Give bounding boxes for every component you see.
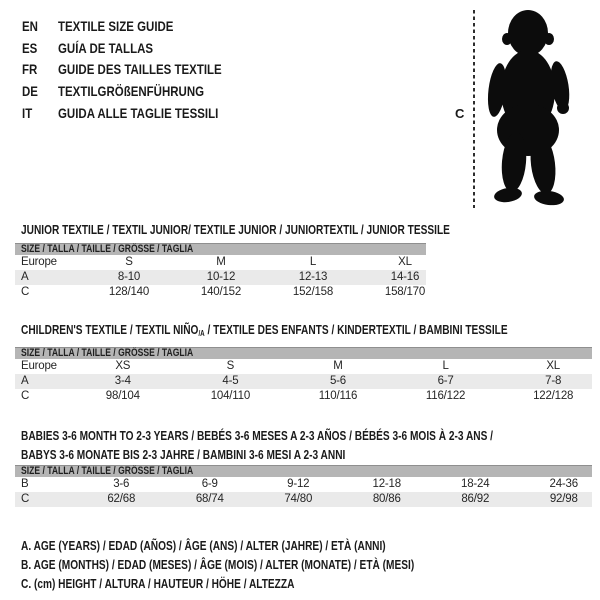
height-value: 62/68 (107, 493, 136, 505)
table-row-age (15, 270, 426, 285)
age-value: 10-12 (206, 271, 236, 283)
row-label: Europe (21, 360, 57, 372)
size-value: M (333, 360, 343, 372)
table-row-height (15, 492, 592, 507)
age-value: 14-16 (390, 271, 420, 283)
language-row (22, 38, 258, 60)
table-row-europe (15, 255, 426, 270)
age-value: 24-36 (549, 478, 578, 490)
baby-silhouette-icon (479, 6, 575, 208)
language-guide-title: TEXTILGRÖßENFÜHRUNG (58, 83, 205, 100)
size-value: XS (115, 360, 131, 372)
footnote-a: A. AGE (YEARS) / EDAD (AÑOS) / ÂGE (ANS) / ALTER (JAHRE) / ETÀ (ANNI) (21, 538, 386, 553)
size-value: XL (546, 360, 560, 372)
age-value: 3-6 (113, 478, 130, 490)
age-value: 12-18 (372, 478, 401, 490)
age-value: 6-9 (201, 478, 218, 490)
size-value: L (309, 256, 317, 268)
height-value: 68/74 (195, 493, 224, 505)
age-value: 18-24 (461, 478, 490, 490)
language-row (22, 16, 258, 38)
table-row-height (15, 389, 592, 404)
size-header-bar: SIZE / TALLA / TAILLE / GRÖSSE / TAGLIA (15, 465, 592, 477)
language-code: DE (22, 83, 38, 100)
age-value: 4-5 (222, 375, 239, 387)
language-code: EN (22, 18, 38, 34)
height-marker-label: C (455, 106, 465, 121)
height-value: 92/98 (549, 493, 578, 505)
language-guide-title: TEXTILE SIZE GUIDE (58, 18, 174, 34)
language-row (22, 81, 258, 103)
age-value: 8-10 (117, 271, 141, 283)
height-value: 110/116 (318, 390, 358, 402)
table-row-europe (15, 359, 592, 374)
height-dashed-line (473, 10, 475, 208)
row-label: C (21, 390, 30, 402)
row-label: A (21, 271, 29, 283)
table-row-age (15, 374, 592, 389)
language-row (22, 59, 258, 81)
table-row-months (15, 477, 592, 492)
language-code: IT (22, 104, 33, 121)
row-label: Europe (21, 256, 57, 268)
language-code: ES (22, 39, 38, 56)
height-value: 98/104 (105, 390, 140, 402)
height-value: 152/158 (292, 286, 334, 298)
height-value: 122/128 (533, 390, 574, 402)
language-row (22, 103, 258, 125)
height-value: 86/92 (461, 493, 490, 505)
junior-section-title: JUNIOR TEXTILE / TEXTIL JUNIOR/ TEXTILE JUNIOR / JUNIORTEXTIL / JUNIOR TESSILE (21, 222, 450, 237)
footnote-legend (21, 536, 525, 593)
size-value: S (226, 360, 235, 372)
junior-size-table (15, 243, 426, 300)
height-value: 140/152 (200, 286, 242, 298)
height-value: 104/110 (210, 390, 251, 402)
footnote-c: C. (cm) HEIGHT / ALTURA / HAUTEUR / HÖHE / ALTEZZA (21, 576, 295, 591)
babies-size-table (15, 465, 592, 507)
size-header-bar: SIZE / TALLA / TAILLE / GRÖSSE / TAGLIA (15, 243, 426, 255)
babies-section-title: BABIES 3-6 MONTH TO 2-3 YEARS / BEBÉS 3-6 MESES A 2-3 AÑOS / BÉBÉS 3-6 MOIS À 2-3 ANS / BABYS 3-6 MONATE BIS 2-3 JAHRE / BAMBINI 3-6 MESI A 2-3 ANNI (21, 428, 493, 462)
language-title-list (22, 16, 258, 125)
height-value: 80/86 (372, 493, 401, 505)
size-value: L (442, 360, 449, 372)
row-label: C (21, 493, 30, 505)
language-guide-title: GUIDA ALLE TAGLIE TESSILI (58, 104, 219, 121)
table-row-height (15, 285, 426, 300)
age-value: 5-6 (329, 375, 346, 387)
size-value: S (125, 256, 133, 268)
age-value: 3-4 (114, 375, 131, 387)
row-label: A (21, 375, 29, 387)
footnote-b: B. AGE (MONTHS) / EDAD (MESES) / ÂGE (MOIS) / ALTER (MONATE) / ETÀ (MESI) (21, 557, 415, 572)
height-value: 74/80 (284, 493, 313, 505)
row-label: B (21, 478, 29, 490)
language-code: FR (22, 61, 38, 78)
language-guide-title: GUÍA DE TALLAS (58, 39, 154, 56)
size-value: M (216, 256, 226, 268)
height-value: 128/140 (108, 286, 150, 298)
age-value: 6-7 (437, 375, 454, 387)
language-guide-title: GUIDE DES TAILLES TEXTILE (58, 61, 222, 78)
row-label: C (21, 286, 30, 298)
age-value: 7-8 (545, 375, 562, 387)
height-value: 158/170 (384, 286, 426, 298)
age-value: 9-12 (287, 478, 310, 490)
size-value: XL (398, 256, 412, 268)
children-size-table (15, 347, 592, 404)
height-value: 116/122 (425, 390, 466, 402)
age-value: 12-13 (298, 271, 328, 283)
children-section-title: CHILDREN'S TEXTILE / TEXTIL $NIÑO_{/A}$ / TEXTILE DES ENFANTS / KINDERTEXTIL / BAMBINI TESSILE (21, 322, 508, 338)
size-header-bar: SIZE / TALLA / TAILLE / GRÖSSE / TAGLIA (15, 347, 592, 359)
